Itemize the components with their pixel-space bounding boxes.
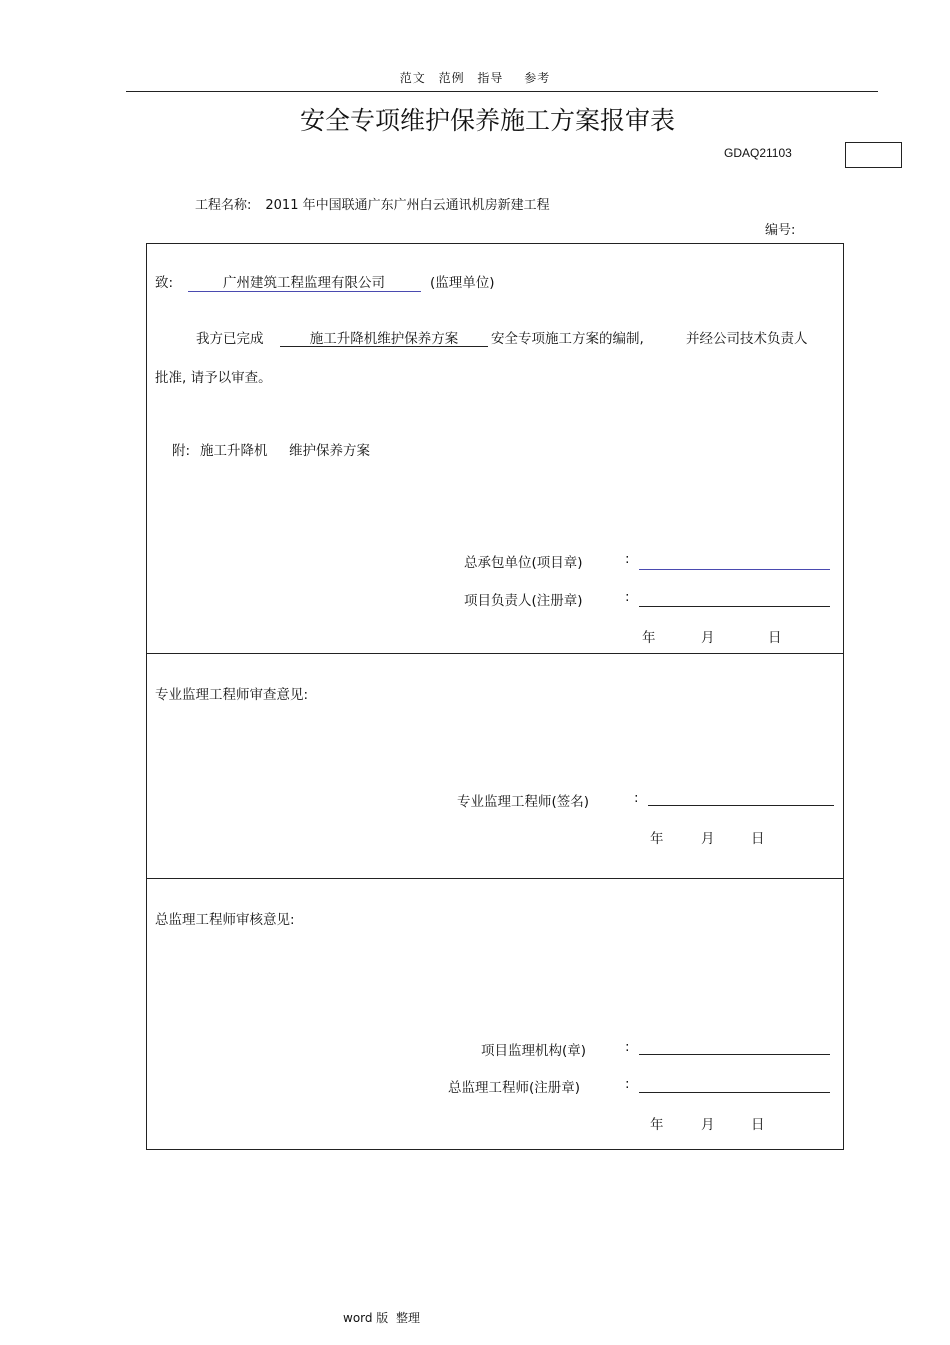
document-title: 安全专项维护保养施工方案报审表 xyxy=(299,106,675,135)
to-unit-underline xyxy=(188,291,421,292)
colon: : xyxy=(625,589,630,605)
header-item: 范例 xyxy=(438,71,465,85)
attachment-value-2: 维护保养方案 xyxy=(289,443,370,459)
to-unit-field xyxy=(188,271,420,291)
engineer-signature-label: 专业监理工程师(签名) xyxy=(457,794,590,810)
to-label: 致: xyxy=(155,275,174,291)
attachment-value-1: 施工升降机 xyxy=(200,443,268,459)
colon: : xyxy=(625,1076,630,1092)
project-manager-field[interactable] xyxy=(639,606,830,607)
number-label: 编号: xyxy=(765,223,796,238)
contractor-seal-label: 总承包单位(项目章) xyxy=(464,555,583,571)
page-header xyxy=(0,69,950,86)
date-month: 月 xyxy=(701,630,715,646)
colon: : xyxy=(625,1039,630,1055)
header-item: 指导 xyxy=(477,71,504,85)
chief-review-heading: 总监理工程师审核意见: xyxy=(155,912,295,928)
project-name-row xyxy=(195,194,550,213)
colon: : xyxy=(625,551,630,567)
page-footer: word 版 整理 xyxy=(343,1311,420,1325)
plan-name-underline xyxy=(280,346,488,347)
contractor-seal-field[interactable] xyxy=(639,569,830,570)
project-label: 工程名称: xyxy=(195,198,252,213)
chief-engineer-label: 总监理工程师(注册章) xyxy=(448,1080,581,1096)
date-day: 日 xyxy=(751,1117,765,1133)
body-line-2: 批准, 请予以审查。 xyxy=(155,370,272,386)
to-unit-value: 广州建筑工程监理有限公司 xyxy=(223,275,385,291)
date-month: 月 xyxy=(701,831,715,847)
date-year: 年 xyxy=(642,630,656,646)
chief-engineer-field[interactable] xyxy=(639,1092,830,1093)
date-year: 年 xyxy=(650,831,664,847)
section-divider xyxy=(146,653,844,654)
date-year: 年 xyxy=(650,1117,664,1133)
supervision-seal-field[interactable] xyxy=(639,1054,830,1055)
engineer-signature-field[interactable] xyxy=(648,805,834,806)
form-code-box xyxy=(845,142,902,168)
body-suffix: 安全专项施工方案的编制, xyxy=(491,331,644,347)
plan-name-value: 施工升降机维护保养方案 xyxy=(309,331,459,347)
project-manager-label: 项目负责人(注册章) xyxy=(464,593,583,609)
project-value: 2011 年中国联通广东广州白云通讯机房新建工程 xyxy=(265,198,550,213)
header-item: 范文 xyxy=(399,71,426,85)
header-item: 参考 xyxy=(524,71,551,85)
section-divider xyxy=(146,878,844,879)
date-month: 月 xyxy=(701,1117,715,1133)
body-suffix-2: 并经公司技术负责人 xyxy=(686,331,808,347)
date-day: 日 xyxy=(768,630,782,646)
plan-name-field xyxy=(280,327,488,347)
engineer-review-heading: 专业监理工程师审查意见: xyxy=(155,687,309,703)
body-prefix: 我方已完成 xyxy=(196,331,264,347)
to-suffix: (监理单位) xyxy=(430,275,495,291)
attachment-label: 附: xyxy=(172,443,191,459)
header-rule xyxy=(126,91,878,92)
supervision-seal-label: 项目监理机构(章) xyxy=(481,1043,587,1059)
date-day: 日 xyxy=(751,831,765,847)
colon: : xyxy=(634,790,639,806)
form-code: GDAQ21103 xyxy=(724,146,792,160)
